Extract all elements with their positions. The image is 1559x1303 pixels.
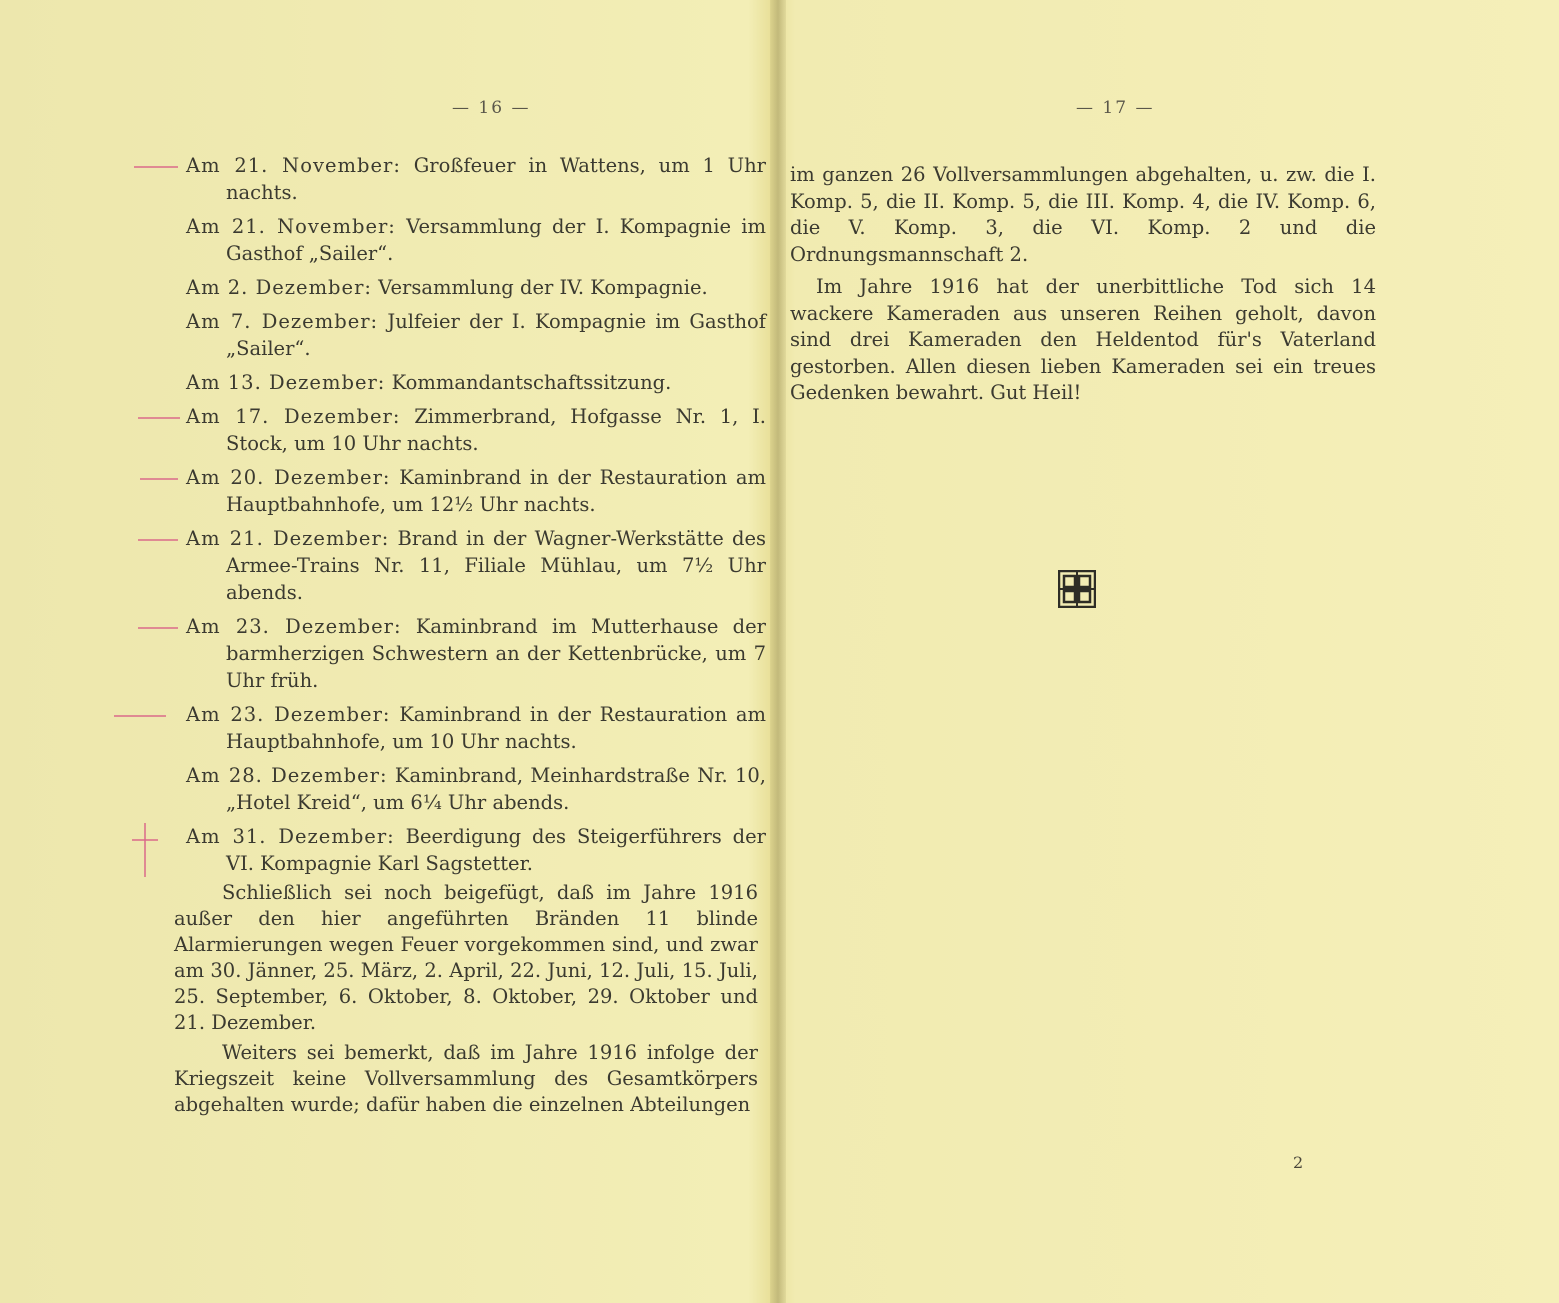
entry-date: Am 23. Dezember: [186, 703, 391, 726]
entry-text: Kaminbrand im Mutterhause der barmherzigen Schwestern an der Kettenbrücke, um 7 Uhr früh. [226, 615, 767, 692]
entry-date: Am 21. November: [186, 215, 396, 238]
entry-text: Kaminbrand in der Restauration am Hauptbahnhofe, um 10 Uhr nachts. [226, 703, 767, 753]
chronicle-entry [186, 701, 766, 755]
pencil-mark [132, 839, 158, 841]
pencil-mark [138, 539, 178, 541]
pencil-mark [114, 715, 166, 717]
entry-text: Großfeuer in Wattens, um 1 Uhr nachts. [226, 154, 766, 204]
entry-text: Julfeier der I. Kompagnie im Gasthof „Sailer“. [226, 310, 766, 360]
closing-paragraphs [174, 880, 758, 1122]
entry-date: Am 13. Dezember: [186, 371, 386, 394]
chronicle-entry [186, 525, 766, 606]
entry-date: Am 2. Dezember: [186, 276, 372, 299]
entry-date: Am 21. Dezember: [186, 527, 390, 550]
paragraph-assemblies: Weiters sei bemerkt, daß im Jahre 1916 infolge der Kriegszeit keine Vollversammlung des Gesamtkörpers abgehalten wurde; dafür haben die einzelnen Abteilungen [174, 1041, 758, 1116]
entry-date: Am 17. Dezember: [186, 405, 401, 428]
page-number-right: — 17 — [1076, 98, 1155, 118]
pencil-mark [138, 417, 180, 419]
chronicle-entry [186, 613, 766, 694]
entry-text: Kaminbrand, Meinhardstraße Nr. 10, „Hotel Kreid“, um 6¼ Uhr abends. [226, 764, 767, 814]
signature-mark: 2 [1293, 1153, 1304, 1172]
paragraph-assembly-counts: im ganzen 26 Vollversammlungen abgehalten, u. zw. die I. Komp. 5, die II. Komp. 5, die III. Komp. 4, die IV. Komp. 6, die V. Komp. 3, die VI. Komp. 2 und die Ordnungsmannschaft 2. [790, 163, 1376, 266]
entry-text: Versammlung der IV. Kompagnie. [378, 276, 708, 299]
chronicle-entry [186, 823, 766, 877]
entry-text: Kaminbrand in der Restauration am Hauptbahnhofe, um 12½ Uhr nachts. [226, 466, 767, 516]
chronicle-entry [186, 464, 766, 518]
entry-text: Versammlung der I. Kompagnie im Gasthof „Sailer“. [226, 215, 766, 265]
chronicle-entry [186, 369, 766, 396]
entry-date: Am 31. Dezember: [186, 825, 395, 848]
entry-date: Am 21. November: [186, 154, 401, 177]
chronicle-entry [186, 213, 766, 267]
right-page-text [790, 162, 1376, 413]
chronicle-entry [186, 403, 766, 457]
entry-text: Zimmerbrand, Hofgasse Nr. 1, I. Stock, um 10 Uhr nachts. [226, 405, 766, 455]
pencil-mark [134, 166, 178, 168]
right-page [778, 0, 1559, 1303]
paragraph-false-alarms: Schließlich sei noch beigefügt, daß im Jahre 1916 außer den hier angeführten Bränden 11 blinde Alarmierungen wegen Feuer vorgekommen sind, und zwar am 30. Jänner, 25. März, 2. April, 22. Juni, 12. Juli, 15. Juli, 25. September, 6. Oktober, 8. Oktober, 29. Oktober und 21. Dezember. [174, 881, 758, 1034]
entry-date: Am 20. Dezember: [186, 466, 391, 489]
chronicle-entries [186, 152, 766, 884]
pencil-mark [140, 478, 178, 480]
pencil-mark [138, 627, 178, 629]
chronicle-entry [186, 308, 766, 362]
paragraph-memorial: Im Jahre 1916 hat der unerbittliche Tod sich 14 wackere Kameraden aus unseren Reihen geholt, davon sind drei Kameraden den Heldentod für's Vaterland gestorben. Allen diesen lieben Kameraden sei ein treues Gedenken bewahrt. Gut Heil! [790, 275, 1376, 404]
entry-date: Am 28. Dezember: [186, 764, 388, 787]
left-page [0, 0, 778, 1303]
square-knot-ornament-icon [1058, 570, 1096, 608]
entry-date: Am 7. Dezember: [186, 310, 379, 333]
page-number-left: — 16 — [452, 98, 531, 118]
pencil-mark [144, 823, 146, 877]
chronicle-entry [186, 762, 766, 816]
chronicle-entry [186, 274, 766, 301]
entry-text: Beerdigung des Steigerführers der VI. Kompagnie Karl Sagstetter. [226, 825, 767, 875]
chronicle-entry [186, 152, 766, 206]
entry-text: Brand in der Wagner-Werkstätte des Armee-Trains Nr. 11, Filiale Mühlau, um 7½ Uhr abends. [226, 527, 766, 604]
entry-text: Kommandantschaftssitzung. [391, 371, 672, 394]
entry-date: Am 23. Dezember: [186, 615, 402, 638]
